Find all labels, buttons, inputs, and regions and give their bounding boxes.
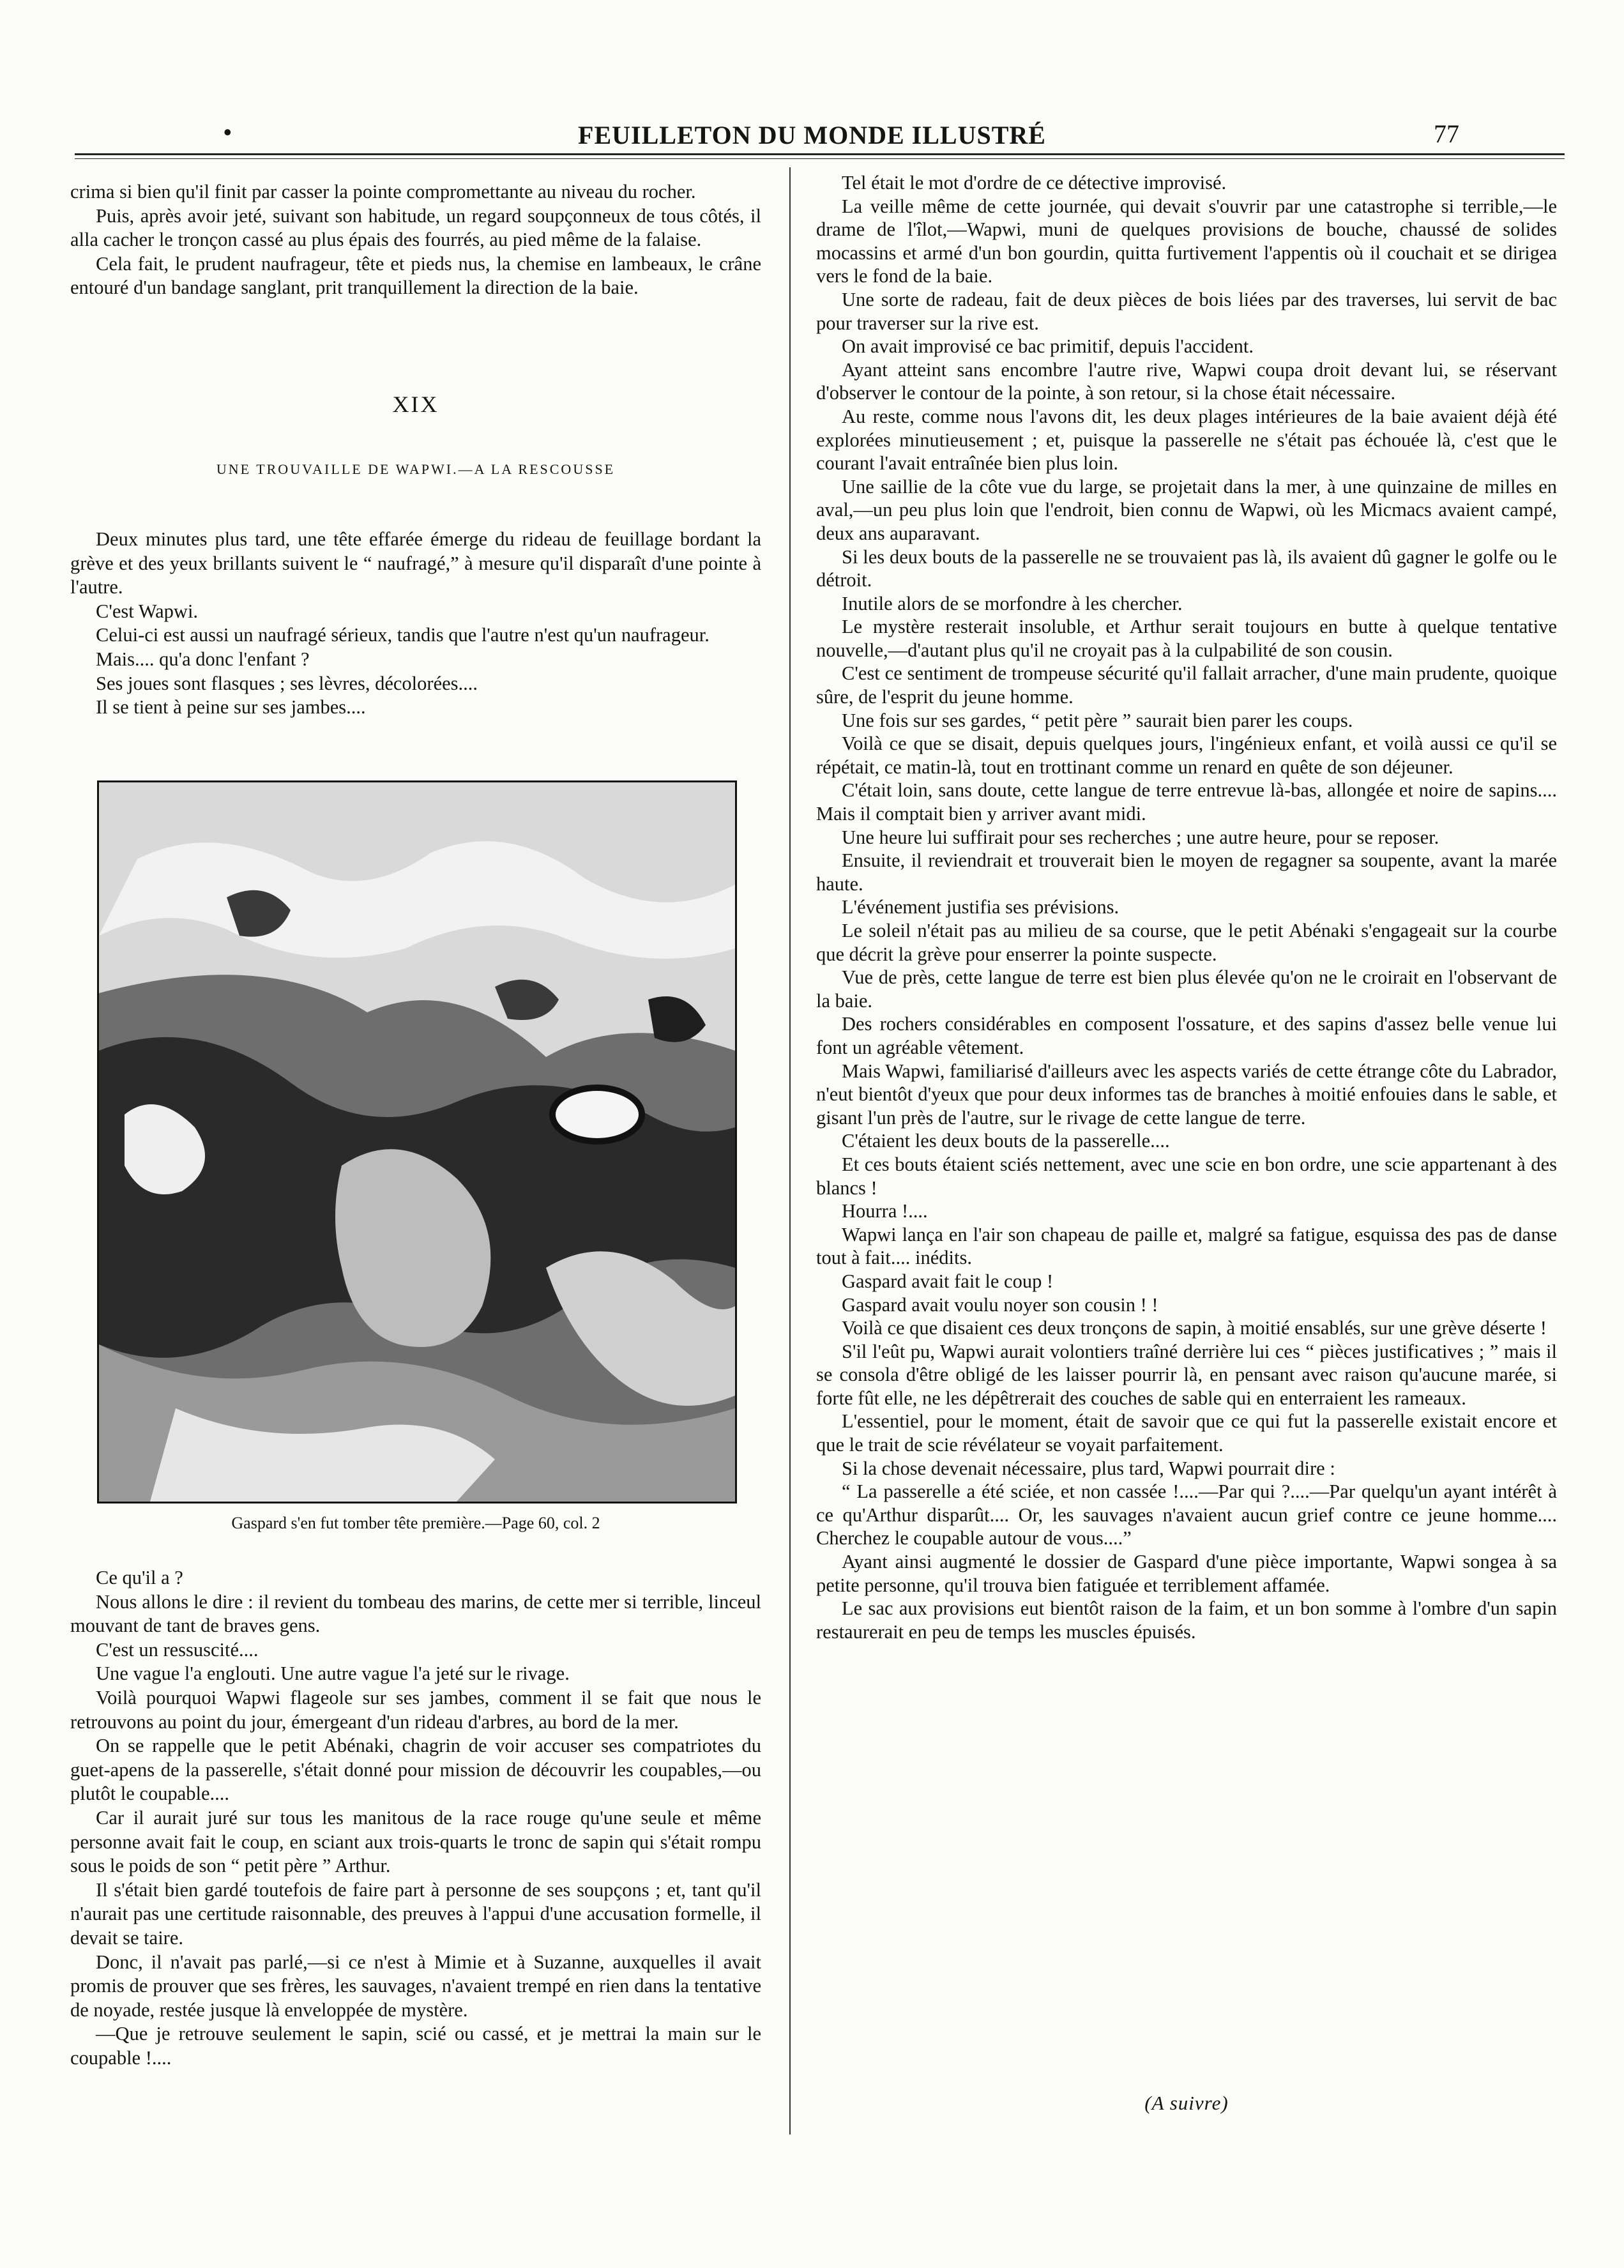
left-column-middle	[70, 528, 761, 720]
header-rule	[75, 153, 1565, 155]
paragraph: Cela fait, le prudent naufrageur, tête et pieds nus, la chemise en lambeaux, le crâne entouré d'un bandage sanglant, prit tranquillement la direction de la baie.	[70, 252, 761, 299]
paragraph: Une saillie de la côte vue du large, se projetait dans la mer, à une quinzaine de milles en aval,—un peu plus loin que l'endroit, bien connu de Wapwi, où les Micmacs avaient campé, deux ans auparavant.	[816, 475, 1557, 544]
paragraph: Ensuite, il reviendrait et trouverait bien le moyen de regagner sa soupente, avant la marée haute.	[816, 849, 1557, 895]
paragraph: Wapwi lança en l'air son chapeau de paille et, malgré sa fatigue, esquissa des pas de danse tout à fait.... inédits.	[816, 1223, 1557, 1269]
engraving-illustration	[97, 780, 737, 1503]
paragraph: Gaspard avait fait le coup !	[842, 1270, 1054, 1292]
paragraph: Puis, après avoir jeté, suivant son habitude, un regard soupçonneux de tous côtés, il alla cacher le tronçon cassé au plus épais des fourrés, au pied même de la falaise.	[70, 204, 761, 251]
paragraph: Au reste, comme nous l'avons dit, les deux plages intérieures de la baie avaient déjà été explorées minutieusement ; et, puisque la passerelle ne s'était pas échouée là, c'est que le courant l'avait entraînée bien plus loin.	[816, 405, 1557, 475]
paragraph: Celui-ci est aussi un naufragé sérieux, tandis que l'autre n'est qu'un naufrageur.	[96, 624, 710, 646]
paragraph: On se rappelle que le petit Abénaki, chagrin de voir accuser ses compatriotes du guet-apens de la passerelle, s'était donné pour mission de découvrir les coupables,—ou plutôt le coupable....	[70, 1735, 761, 1805]
paragraph: Car il aurait juré sur tous les manitous de la race rouge qu'une seule et même personne avait fait le coup, en sciant aux trois-quarts le tronc de sapin qui s'était rompu sous le poids de son “ petit père ” Arthur.	[70, 1806, 761, 1877]
paragraph: On avait improvisé ce bac primitif, depuis l'accident.	[842, 335, 1254, 358]
paragraph: C'est ce sentiment de trompeuse sécurité qu'il fallait arracher, d'une main prudente, quoique sûre, de l'esprit du jeune homme.	[816, 662, 1557, 708]
paragraph: C'était loin, sans doute, cette langue de terre entrevue là-bas, allongée et noire de sapins.... Mais il comptait bien y arriver avant midi.	[816, 779, 1557, 825]
paragraph: Une sorte de radeau, fait de deux pièces de bois liées par des traverses, lui servit de bac pour traverser sur la rive est.	[816, 288, 1557, 334]
paragraph: La veille même de cette journée, qui devait s'ouvrir par une catastrophe si terrible,—le drame de l'îlot,—Wapwi, muni de quelques provisions de bouche, chaussé de solides mocassins et armé d'un bon gourdin, quitta furtivement l'appentis où il couchait et se dirigea vers le fond de la baie.	[816, 195, 1557, 287]
paragraph: Le soleil n'était pas au milieu de sa course, que le petit Abénaki s'engageait sur la courbe que décrit la grève pour enserrer la pointe suspecte.	[816, 920, 1557, 965]
paragraph: Des rochers considérables en composent l'ossature, et des sapins d'assez belle venue lui font un agréable vêtement.	[816, 1013, 1557, 1058]
paragraph: Si la chose devenait nécessaire, plus tard, Wapwi pourrait dire :	[842, 1457, 1335, 1479]
paragraph: Inutile alors de se morfondre à les chercher.	[842, 592, 1183, 614]
illustration-image	[99, 782, 735, 1502]
paragraph: Voilà pourquoi Wapwi flageole sur ses jambes, comment il se fait que nous le retrouvons au point du jour, émergeant d'un rideau d'arbres, au bord de la mer.	[70, 1686, 761, 1733]
paragraph: Ce qu'il a ?	[96, 1567, 183, 1588]
paragraph: L'essentiel, pour le moment, était de savoir que ce qui fut la passerelle existait encore et que le trait de scie révélateur se voyait parfaitement.	[816, 1410, 1557, 1456]
header-ornament: •	[224, 119, 232, 145]
left-column-top	[70, 180, 761, 300]
paragraph: Le mystère resterait insoluble, et Arthur serait toujours en butte à quelque tentative nouvelle,—d'autant plus qu'il ne croyait pas à la culpabilité de son cousin.	[816, 616, 1557, 661]
paragraph: Il se tient à peine sur ses jambes....	[96, 696, 366, 719]
paragraph: Mais.... qu'a donc l'enfant ?	[96, 648, 310, 670]
paragraph: C'est un ressuscité....	[96, 1638, 259, 1661]
paragraph: C'est Wapwi.	[96, 600, 199, 622]
paragraph: Une fois sur ses gardes, “ petit père ” saurait bien parer les coups.	[842, 709, 1353, 731]
paragraph: Mais Wapwi, familiarisé d'ailleurs avec les aspects variés de cette étrange côte du Labrador, n'eut bientôt d'yeux que pour deux informes tas de branches à moitié enfouies dans le sable, et gisant l'un près de l'autre, sur le rivage de cette langue de terre.	[816, 1060, 1557, 1129]
left-column-bottom	[70, 1566, 761, 2070]
paragraph: Vue de près, cette langue de terre est bien plus élevée qu'on ne le croirait en l'observant de la baie.	[816, 966, 1557, 1012]
illustration-caption: Gaspard s'en fut tomber tête première.—Page 60, col. 2	[231, 1514, 600, 1532]
paragraph: Hourra !....	[842, 1200, 928, 1222]
page-number: 77	[1434, 119, 1459, 148]
paragraph: Ses joues sont flasques ; ses lèvres, décolorées....	[96, 672, 478, 694]
paragraph: —Que je retrouve seulement le sapin, scié ou cassé, et je mettrai la main sur le coupable !....	[70, 2023, 761, 2069]
column-divider	[789, 167, 791, 2135]
paragraph: Donc, il n'avait pas parlé,—si ce n'est à Mimie et à Suzanne, auxquelles il avait promis de prouver que ses frères, les sauvages, n'avaient trempé en rien dans la tentative de noyade, restée jusque là enveloppée de mystère.	[70, 1951, 761, 2021]
paragraph: S'il l'eût pu, Wapwi aurait volontiers traîné derrière lui ces “ pièces justificatives ; ” mais il se consola d'être obligé de les laisser pourrir là, en pensant avec raison qu'aucune marée, si forte fût elle, ne les dépêtrerait des couches de sable qui en enterraient les rameaux.	[816, 1340, 1557, 1409]
paragraph: Il s'était bien gardé toutefois de faire part à personne de ses soupçons ; et, tant qu'il n'aurait pas une certitude raisonnable, des preuves à l'appui d'une accusation formelle, il devait se taire.	[70, 1878, 761, 1949]
paragraph: Et ces bouts étaient sciés nettement, avec une scie en bon ordre, une scie appartenant à des blancs !	[816, 1153, 1557, 1199]
paragraph: Ayant ainsi augmenté le dossier de Gaspard d'une pièce importante, Wapwi songea à sa petite personne, qu'il trouva bien fatiguée et terriblement affamée.	[816, 1551, 1557, 1596]
paragraph: crima si bien qu'il finit par casser la pointe compromettante au niveau du rocher.	[70, 181, 696, 202]
header-rule-thin	[75, 158, 1565, 159]
to-be-continued: (A suivre)	[1144, 2092, 1229, 2114]
paragraph: Nous allons le dire : il revient du tombeau des marins, de cette mer si terrible, linceul mouvant de tant de braves gens.	[70, 1590, 761, 1637]
paragraph: Tel était le mot d'ordre de ce détective improvisé.	[842, 172, 1227, 194]
paragraph: C'étaient les deux bouts de la passerelle....	[842, 1130, 1170, 1152]
paragraph: Si les deux bouts de la passerelle ne se trouvaient pas là, ils avaient dû gagner le golfe ou le détroit.	[816, 545, 1557, 591]
paragraph: Gaspard avait voulu noyer son cousin ! !	[842, 1293, 1158, 1316]
paragraph: Une heure lui suffirait pour ses recherches ; une autre heure, pour se reposer.	[842, 826, 1439, 848]
right-column	[816, 171, 1557, 1643]
paragraph: Voilà ce que disaient ces deux tronçons de sapin, à moitié ensablés, sur une grève déserte !	[842, 1317, 1547, 1339]
paragraph: Deux minutes plus tard, une tête effarée émerge du rideau de feuillage bordant la grève et des yeux brillants suivent le “ naufragé,” à mesure qu'il disparaît d'une pointe à l'autre.	[70, 528, 761, 598]
chapter-title: UNE TROUVAILLE DE WAPWI.—A LA RESCOUSSE	[216, 461, 616, 477]
paragraph: Voilà ce que se disait, depuis quelques jours, l'ingénieux enfant, et voilà aussi ce qu'il se répétait, ce matin-là, tout en trottinant comme un renard en quête de son déjeuner.	[816, 733, 1557, 778]
running-header-title: FEUILLETON DU MONDE ILLUSTRÉ	[578, 121, 1046, 149]
paragraph: “ La passerelle a été sciée, et non cassée !....—Par qui ?....—Par quelqu'un ayant intérêt à ce qu'Arthur disparût.... Or, les sauvages n'avaient aucun grief contre ce jeune homme.... Cherchez le coupable autour de vous....”	[816, 1480, 1557, 1549]
paragraph: Une vague l'a englouti. Une autre vague l'a jeté sur le rivage.	[96, 1663, 570, 1685]
paragraph: L'événement justifia ses prévisions.	[842, 896, 1119, 918]
paragraph: Ayant atteint sans encombre l'autre rive, Wapwi coupa droit devant lui, se réservant d'observer le contour de la pointe, à son retour, si la chose était nécessaire.	[816, 358, 1557, 404]
chapter-number: XIX	[392, 392, 439, 417]
paragraph: Le sac aux provisions eut bientôt raison de la faim, et un bon somme à l'ombre d'un sapin restaurerait en peu de temps les muscles épuisés.	[816, 1597, 1557, 1643]
